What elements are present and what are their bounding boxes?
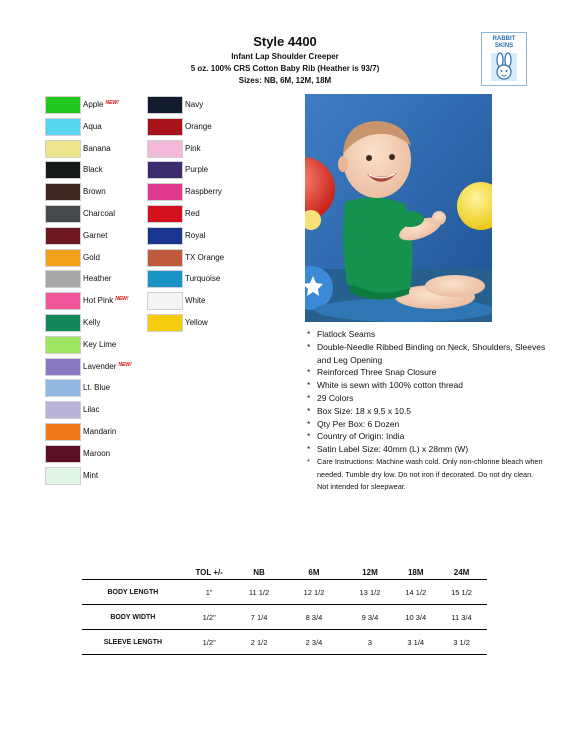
feature-item: * Satin Label Size: 40mm (L) x 28mm (W) — [306, 443, 546, 456]
new-badge: NEW! — [118, 361, 132, 368]
measurement-value: 13 1/2 — [345, 580, 396, 605]
measurement-value: 8 3/4 — [283, 605, 344, 630]
color-swatch — [45, 292, 81, 310]
table-row — [82, 605, 487, 630]
size-header-cell: 12M — [345, 566, 396, 580]
measurement-value: 7 1/4 — [235, 605, 284, 630]
color-name: Banana — [83, 143, 111, 153]
color-swatch — [45, 161, 81, 179]
color-name: TX Orange — [185, 252, 225, 262]
color-name: Yellow — [185, 318, 208, 327]
color-label — [83, 340, 116, 349]
feature-item: * Box Size: 18 x 9.5 x 10.5 — [306, 405, 546, 418]
color-swatch — [45, 423, 81, 441]
color-label — [83, 100, 119, 109]
color-swatch — [45, 183, 81, 201]
color-label — [185, 209, 200, 218]
size-header-cell: 6M — [283, 566, 344, 580]
new-badge: NEW! — [105, 100, 119, 106]
new-badge: NEW! — [115, 296, 129, 303]
color-label — [83, 471, 98, 480]
measurement-value: 9 3/4 — [345, 605, 396, 630]
color-label — [185, 144, 201, 153]
size-header-cell: 24M — [436, 566, 487, 580]
color-swatch — [45, 467, 81, 485]
color-name: Black — [83, 165, 103, 175]
color-swatch — [147, 96, 183, 114]
product-photo — [305, 94, 492, 322]
color-label — [83, 144, 111, 153]
color-name: Apple — [83, 100, 104, 109]
color-swatch — [45, 96, 81, 114]
color-swatch — [45, 270, 81, 288]
color-label — [83, 253, 100, 262]
color-label — [185, 318, 208, 327]
color-swatch — [147, 140, 183, 158]
color-name: Raspberry — [185, 187, 222, 197]
color-name: Royal — [185, 230, 206, 240]
color-name: Key Lime — [83, 339, 117, 349]
measurement-value: 1" — [184, 580, 235, 605]
care-instructions: * Care Instructions: Machine wash cold. Only non-chlorine bleach when needed. Tumble dry low. Do not iron if decorated. Do not dry clean. Not intended for sleepwear. — [306, 456, 546, 494]
color-label — [83, 318, 100, 327]
color-swatch — [147, 118, 183, 136]
measurement-value: 11 1/2 — [235, 580, 284, 605]
color-label — [83, 449, 110, 458]
color-name: Navy — [185, 100, 204, 109]
measurement-label: SLEEVE LENGTH — [82, 630, 184, 655]
color-label — [185, 296, 205, 305]
color-name: Turquoise — [185, 274, 221, 284]
color-label — [185, 100, 203, 109]
color-swatch — [147, 183, 183, 201]
color-name: Mandarin — [83, 427, 117, 436]
color-swatch — [147, 314, 183, 332]
color-swatch — [147, 270, 183, 288]
color-name: Purple — [185, 165, 209, 175]
color-name: Lavender — [83, 361, 117, 371]
color-swatch — [45, 227, 81, 245]
color-swatch — [45, 358, 81, 376]
color-swatch — [45, 336, 81, 354]
color-name: Mint — [83, 470, 99, 480]
measurement-label: BODY LENGTH — [82, 580, 184, 605]
measurement-value: 11 3/4 — [436, 605, 487, 630]
color-swatch — [147, 161, 183, 179]
color-swatch — [45, 401, 81, 419]
size-header-cell: TOL +/- — [184, 566, 235, 580]
color-name: Orange — [185, 121, 212, 131]
color-swatch — [45, 140, 81, 158]
feature-item: * Double-Needle Ribbed Binding on Neck, Shoulders, Sleeves and Leg Opening — [306, 341, 546, 367]
color-swatch — [45, 118, 81, 136]
feature-item: * Reinforced Three Snap Closure — [306, 366, 546, 379]
color-label — [83, 405, 99, 414]
color-name: Aqua — [83, 121, 102, 131]
rabbit-icon — [489, 51, 519, 83]
color-name: Brown — [83, 187, 106, 197]
fabric-description: 5 oz. 100% CRS Cotton Baby Rib (Heather is 93/7) — [190, 64, 380, 73]
color-label — [185, 231, 205, 240]
feature-list — [306, 328, 546, 494]
color-label — [185, 187, 222, 196]
size-chart-header-row — [82, 566, 487, 580]
measurement-value: 3 — [345, 630, 396, 655]
color-swatch — [147, 249, 183, 267]
logo-line-1: RABBIT — [492, 36, 516, 42]
color-name: Heather — [83, 274, 112, 284]
measurement-value: 14 1/2 — [395, 580, 436, 605]
feature-item: * Qty Per Box: 6 Dozen — [306, 418, 546, 431]
color-label — [83, 427, 116, 436]
feature-item: * Country of Origin: India — [306, 430, 546, 443]
measurement-value: 2 3/4 — [283, 630, 344, 655]
size-header-blank — [82, 566, 184, 580]
color-label — [185, 274, 220, 283]
color-label — [83, 209, 115, 218]
color-swatch — [45, 314, 81, 332]
color-name: Red — [185, 209, 200, 218]
color-name: Garnet — [83, 230, 108, 240]
color-label — [83, 362, 132, 371]
size-chart-table — [82, 566, 487, 655]
size-header-cell: NB — [235, 566, 284, 580]
page-title: Style 4400 — [253, 34, 317, 49]
table-row — [82, 630, 487, 655]
measurement-value: 15 1/2 — [436, 580, 487, 605]
measurement-value: 1/2" — [184, 630, 235, 655]
logo-line-2: SKINS — [494, 43, 514, 49]
color-swatch — [45, 249, 81, 267]
color-name: Gold — [83, 252, 100, 262]
measurement-label: BODY WIDTH — [82, 605, 184, 630]
color-label — [185, 122, 212, 131]
measurement-value: 3 1/4 — [395, 630, 436, 655]
color-swatch — [147, 205, 183, 223]
color-name: Charcoal — [83, 209, 116, 218]
color-name: Kelly — [83, 318, 101, 327]
size-header-cell: 18M — [395, 566, 436, 580]
color-label — [83, 122, 102, 131]
feature-item: * 29 Colors — [306, 392, 546, 405]
color-name: Lilac — [83, 405, 100, 415]
measurement-value: 2 1/2 — [235, 630, 284, 655]
color-name: Maroon — [83, 448, 111, 458]
color-name: Hot Pink — [83, 296, 114, 306]
color-label — [185, 165, 208, 174]
color-swatch — [147, 292, 183, 310]
color-label — [83, 231, 107, 240]
color-label — [83, 187, 106, 196]
product-name: Infant Lap Shoulder Creeper — [231, 52, 339, 61]
measurement-value: 10 3/4 — [395, 605, 436, 630]
color-label — [83, 165, 103, 174]
color-label — [83, 383, 110, 392]
size-range: Sizes: NB, 6M, 12M, 18M — [238, 76, 332, 85]
color-swatch — [147, 227, 183, 245]
color-swatch — [45, 445, 81, 463]
color-swatch — [45, 379, 81, 397]
color-label — [83, 274, 111, 283]
measurement-value: 3 1/2 — [436, 630, 487, 655]
color-name: Pink — [185, 143, 201, 153]
color-name: White — [185, 296, 206, 306]
color-label — [83, 296, 129, 305]
feature-item: * Flatlock Seams — [306, 328, 546, 341]
color-label — [185, 253, 224, 262]
color-name: Lt. Blue — [83, 383, 111, 393]
rabbit-skins-logo — [481, 32, 527, 86]
feature-item: * White is sewn with 100% cotton thread — [306, 379, 546, 392]
color-swatch — [45, 205, 81, 223]
table-row — [82, 580, 487, 605]
measurement-value: 12 1/2 — [283, 580, 344, 605]
measurement-value: 1/2" — [184, 605, 235, 630]
